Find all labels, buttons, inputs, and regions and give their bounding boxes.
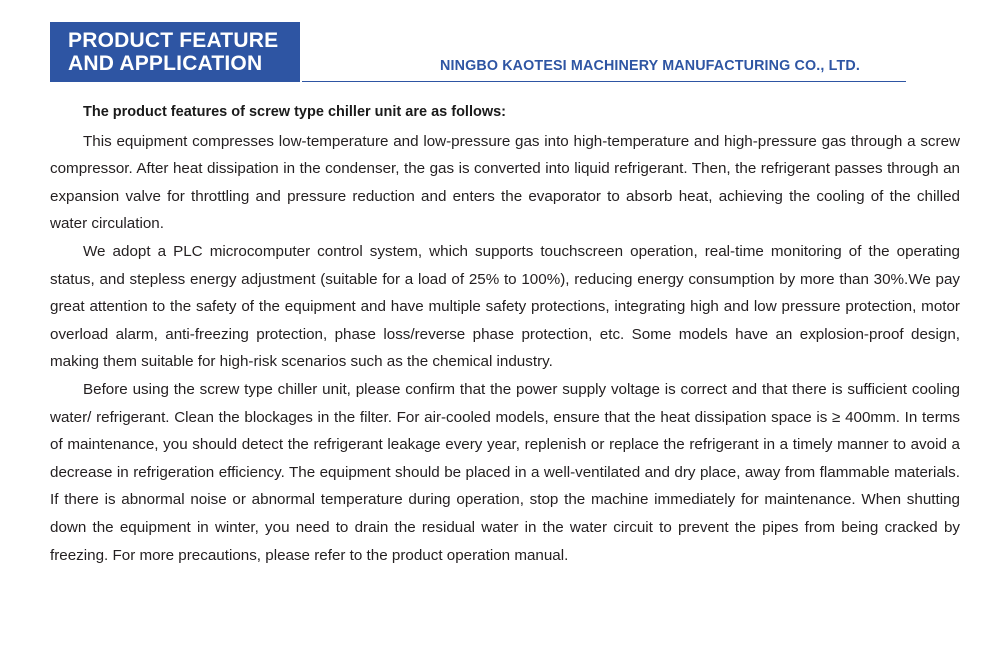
section-title-line-2: AND APPLICATION: [68, 52, 263, 75]
company-name: NINGBO KAOTESI MACHINERY MANUFACTURING CO., LTD.: [440, 58, 860, 74]
body-paragraph-3: Before using the screw type chiller unit, please confirm that the power supply voltage is correct and that there is sufficient cooling water/ refrigerant. Clean the blockages in the filter. For air-cooled models, ensure that the heat dissipation space is ≥ 400mm. In terms of maintenance, you should detect the refrigerant leakage every year, replenish or replace the refrigerant in a timely manner to avoid a decrease in refrigeration efficiency. The equipment should be placed in a well-ventilated and dry place, away from flammable materials. If there is abnormal noise or abnormal temperature during operation, stop the machine immediately for maintenance. When shutting down the equipment in winter, you need to drain the residual water in the water circuit to prevent the pipes from being cracked by freezing. For more precautions, please refer to the product operation manual.: [50, 380, 960, 564]
header-divider: [302, 81, 906, 82]
body-paragraph-1: This equipment compresses low-temperature and low-pressure gas into high-temperature and high-pressure gas through a screw compressor. After heat dissipation in the condenser, the gas is converted into liquid refrigerant. Then, the refrigerant passes through an expansion valve for throttling and pressure reduction and enters the evaporator to absorb heat, achieving the cooling of the chilled water circulation.: [50, 132, 960, 233]
lead-heading: The product features of screw type chiller unit are as follows:: [83, 104, 507, 120]
page-header: [0, 0, 1000, 92]
body-paragraph-2: We adopt a PLC microcomputer control system, which supports touchscreen operation, real-time monitoring of the operating status, and stepless energy adjustment (suitable for a load of 25% to 100%), reducing energy consumption by more than 30%.We pay great attention to the safety of the equipment and have multiple safety protections, integrating high and low pressure protection, motor overload alarm, anti-freezing protection, phase loss/reverse phase protection, etc. Some models have an explosion-proof design, making them suitable for high-risk scenarios such as the chemical industry.: [50, 242, 960, 371]
section-title-banner: [50, 22, 300, 82]
section-title-line-1: PRODUCT FEATURE: [68, 29, 279, 52]
document-body: [50, 99, 960, 569]
